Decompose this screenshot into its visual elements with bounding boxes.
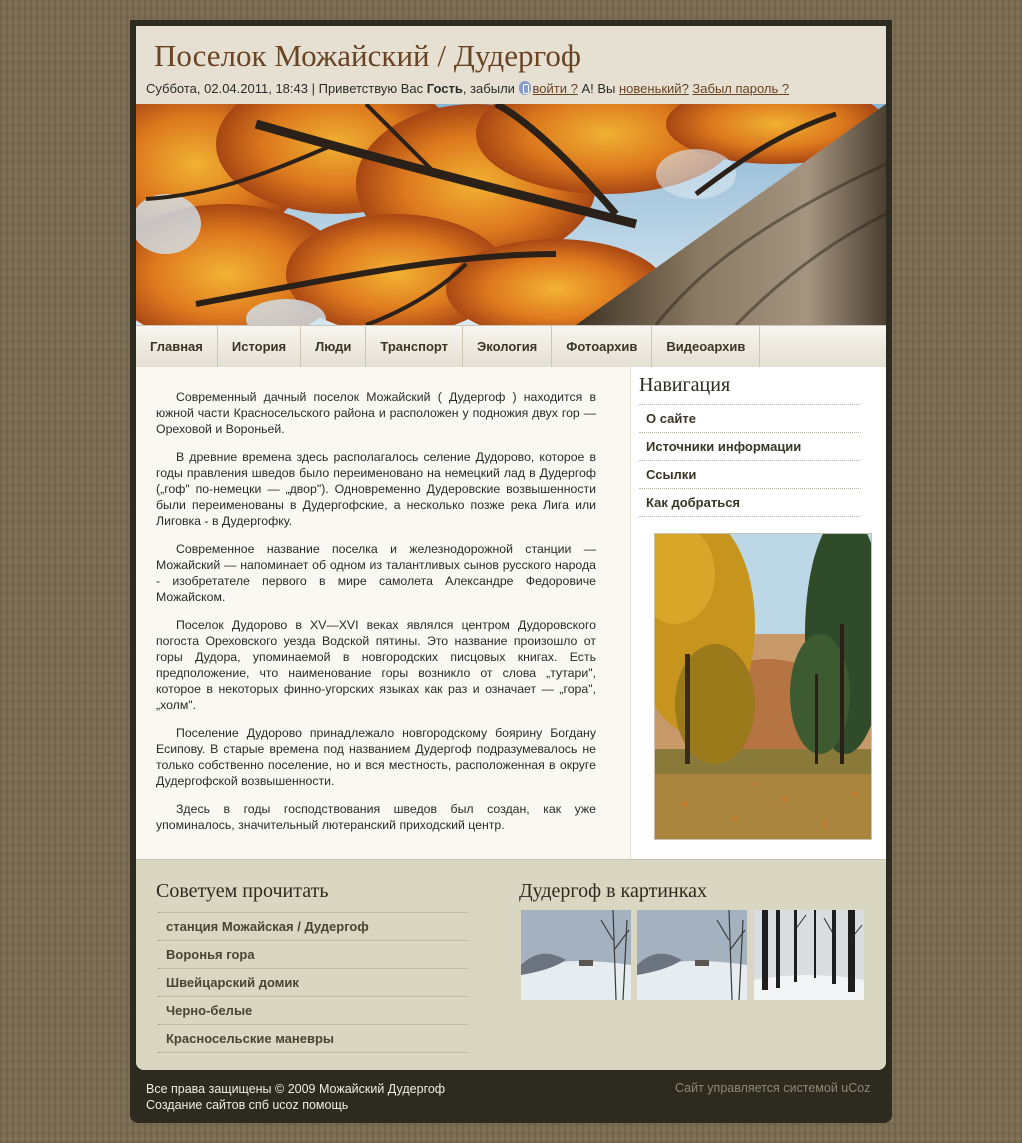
article-paragraph: Здесь в годы господствования шведов был создан, как уже упоминалось, значительный лютеранский приходский центр. — [156, 802, 596, 832]
article-text — [156, 389, 596, 845]
lower-section — [136, 859, 886, 1070]
article-paragraph: Современный дачный поселок Можайский ( Дудергоф ) находится в южной части Красносельского района и расположен у подножия двух гор — Ореховой и Вороньей. — [156, 390, 596, 436]
forest-illustration — [655, 534, 871, 839]
autumn-forest-photo — [654, 533, 872, 840]
sidebar-item-directions[interactable]: Как добраться — [639, 489, 861, 517]
sidebar-item-sources[interactable]: Источники информации — [639, 433, 861, 461]
nav-transport[interactable]: Транспорт — [366, 326, 463, 367]
banner-illustration — [136, 104, 886, 325]
powered-by-link[interactable]: Сайт управляется системой uCoz — [675, 1081, 871, 1095]
winter-landscape-image — [637, 910, 747, 1000]
sidebar-menu — [639, 404, 861, 517]
recommended-item[interactable]: Швейцарский домик — [158, 969, 468, 997]
register-link[interactable]: новенький? — [619, 81, 689, 96]
article-paragraph: Поселок Дудорово в XV—XVI веках являлся центром Дудоровского погоста Ореховского уезда Водской пятины. Это название произошло от горы Дудора, упоминаемой в новгородских писцовых книгах. Есть предположение, что наименование горы возникло от слова „тутари", которое в некоторых финно-угорских языках как раз и означает — „гора", „холм". — [156, 618, 596, 712]
nav-video-archive[interactable]: Видеоархив — [652, 326, 760, 367]
nav-photo-archive[interactable]: Фотоархив — [552, 326, 652, 367]
gallery-thumbnail[interactable] — [754, 910, 864, 1000]
recommended-item[interactable]: Красносельские маневры — [158, 1025, 468, 1053]
greeting-bar — [146, 81, 789, 96]
pictures-title: Дудергоф в картинках — [519, 880, 708, 902]
main-content — [136, 367, 631, 859]
nav-history[interactable]: История — [218, 326, 301, 367]
login-icon[interactable] — [519, 81, 531, 95]
credit-link[interactable]: Создание сайтов спб ucoz помощь — [146, 1098, 349, 1112]
nav-people[interactable]: Люди — [301, 326, 366, 367]
nav-ecology[interactable]: Экология — [463, 326, 552, 367]
recommended-list — [158, 912, 468, 1053]
site-title[interactable]: Поселок Можайский / Дудергоф — [154, 38, 581, 73]
sidebar-title: Навигация — [639, 374, 731, 396]
recommended-item[interactable]: Воронья гора — [158, 941, 468, 969]
greeting-prefix: | Приветствую Вас — [308, 81, 427, 96]
article-paragraph: Поселение Дудорово принадлежало новгородскому боярину Богдану Есипову. В старые времена под названием Дудергоф подразумевалось не только собственно поселение, но и вся местность, расположенная в округе Дудергофской возвышенности. — [156, 726, 596, 788]
winter-forest-image — [754, 910, 864, 1000]
recommended-item[interactable]: Черно-белые — [158, 997, 468, 1025]
forgot-password-link[interactable]: Забыл пароль ? — [692, 81, 790, 96]
site-header — [136, 26, 886, 105]
content-panel — [136, 26, 886, 1070]
nav-home[interactable]: Главная — [136, 326, 218, 367]
footer-copyright — [146, 1081, 445, 1113]
gallery-thumbnail[interactable] — [521, 910, 631, 1000]
sidebar-item-links[interactable]: Ссылки — [639, 461, 861, 489]
login-link[interactable]: войти ? — [532, 81, 578, 96]
article-paragraph: В древние времена здесь располагалось селение Дудорово, которое в годы правления шведов было переименовано на немецкий лад в Дудергоф („гоф" по-немецки — „двор"). Одновременно Дудеровские возвышенности были переименованы в Дудергофские, а несколько позже река Лига или Лиговка - в Дудергофку. — [156, 450, 596, 528]
forgot-text: , забыли — [462, 81, 515, 96]
winter-landscape-image — [521, 910, 631, 1000]
main-nav — [136, 325, 886, 368]
autumn-tree-banner — [136, 104, 886, 325]
sidebar — [631, 367, 886, 859]
page-frame — [130, 20, 892, 1123]
copyright-text: Все права защищены © 2009 Можайский Дудергоф — [146, 1082, 446, 1096]
recommended-item[interactable]: станция Можайская / Дудергоф — [158, 913, 468, 941]
date-text: Суббота, 02.04.2011, 18:43 — [146, 81, 308, 96]
article-paragraph: Современное название поселка и железнодорожной станции — Можайский — напоминает об одном из талантливых сынов русского народа - изобретателе первого в мире самолета Александре Федоровиче Можайском. — [156, 542, 596, 604]
recommended-title: Советуем прочитать — [156, 880, 329, 902]
sidebar-item-about[interactable]: О сайте — [639, 405, 861, 433]
mid-text: А! Вы — [577, 81, 619, 96]
guest-name: Гость — [426, 81, 463, 96]
gallery-thumbnail[interactable] — [637, 910, 747, 1000]
